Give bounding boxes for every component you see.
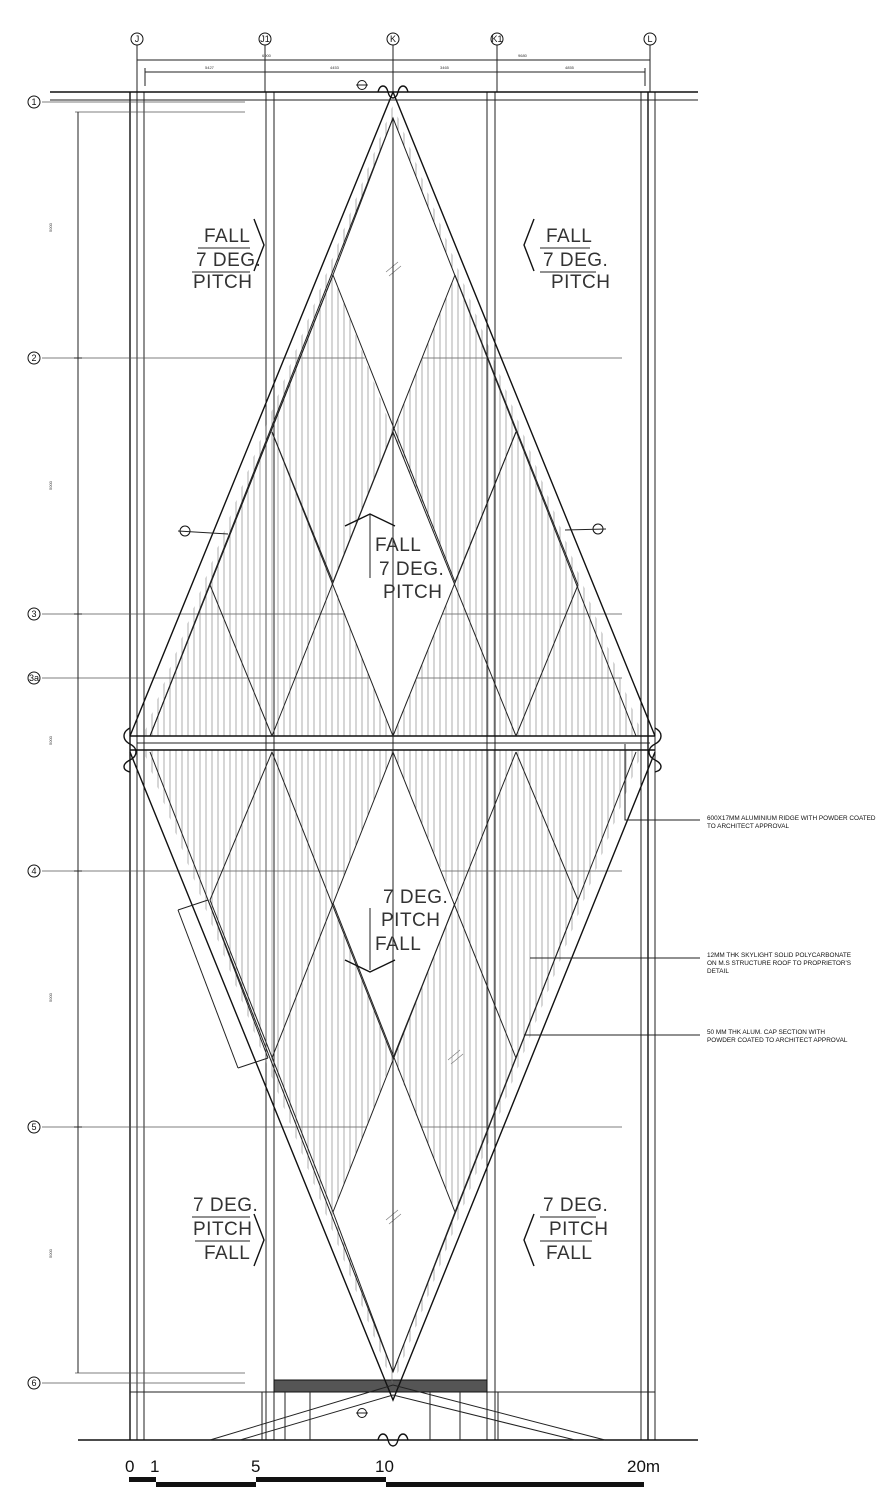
grid-bubble-J1[interactable] <box>259 33 271 45</box>
grid-bubble-4[interactable] <box>28 865 40 877</box>
grid-bubble-6[interactable] <box>28 1377 40 1389</box>
top-dim-overall-2: 9680 <box>518 53 527 58</box>
fall-arrow-icon <box>524 219 534 271</box>
svg-text:4: 4 <box>31 866 37 876</box>
scale-label-1: 1 <box>150 1457 160 1476</box>
grid-bubble-3a[interactable] <box>28 672 40 684</box>
pitch-label-bottom-right <box>524 1195 609 1266</box>
grid-bubble-1[interactable] <box>28 96 40 108</box>
svg-text:DETAIL: DETAIL <box>707 968 729 975</box>
svg-text:J: J <box>134 34 140 44</box>
note-cap-section <box>524 1029 848 1044</box>
grid-bubble-L[interactable] <box>644 33 656 45</box>
scale-label-20: 20m <box>627 1457 661 1476</box>
svg-text:PITCH: PITCH <box>549 1219 609 1240</box>
top-dim-seg-1: 5427 <box>205 65 214 70</box>
bottom-adjacent-roof <box>210 1385 605 1440</box>
top-dim-overall-1: 6000 <box>262 53 271 58</box>
svg-text:L: L <box>647 34 653 44</box>
top-dim-seg-4: 4855 <box>565 65 574 70</box>
svg-text:FALL: FALL <box>375 535 422 556</box>
svg-text:FALL: FALL <box>375 934 422 955</box>
svg-text:K: K <box>389 34 397 44</box>
svg-text:PITCH: PITCH <box>551 272 611 293</box>
svg-text:TO ARCHITECT APPROVAL: TO ARCHITECT APPROVAL <box>707 823 790 830</box>
svg-text:PITCH: PITCH <box>381 910 441 931</box>
svg-text:3a: 3a <box>28 673 40 683</box>
grid-bubble-2[interactable] <box>28 352 40 364</box>
note-aluminium-ridge <box>625 744 876 830</box>
svg-text:7 DEG.: 7 DEG. <box>383 887 449 908</box>
svg-text:3: 3 <box>31 609 37 619</box>
svg-text:7 DEG.: 7 DEG. <box>543 250 609 271</box>
grid-bubble-3[interactable] <box>28 608 40 620</box>
fall-arrow-icon <box>254 1214 264 1266</box>
scale-label-0: 0 <box>125 1457 135 1476</box>
pitch-label-bottom-left <box>192 1195 264 1266</box>
svg-text:7 DEG.: 7 DEG. <box>193 1195 259 1216</box>
svg-text:POWDER COATED TO ARCHITECT APP: POWDER COATED TO ARCHITECT APPROVAL <box>707 1037 848 1044</box>
scale-bar <box>125 1457 660 1487</box>
grid-bubble-K1[interactable] <box>491 33 503 45</box>
grid-bubble-J[interactable] <box>131 33 143 45</box>
svg-text:6: 6 <box>31 1378 37 1388</box>
top-dim-seg-2: 4453 <box>330 65 339 70</box>
svg-text:50 MM THK ALUM. CAP SECTION WI: 50 MM THK ALUM. CAP SECTION WITH <box>707 1029 826 1036</box>
left-dim-4: 5000 <box>48 993 53 1002</box>
svg-text:7 DEG.: 7 DEG. <box>196 250 262 271</box>
grid-bubble-5[interactable] <box>28 1121 40 1133</box>
svg-text:600X17MM ALUMINIUM RIDGE WITH: 600X17MM ALUMINIUM RIDGE WITH POWDER COATED <box>707 815 876 822</box>
svg-text:2: 2 <box>31 353 37 363</box>
svg-text:ON M.S STRUCTURE ROOF TO PROPR: ON M.S STRUCTURE ROOF TO PROPRIETOR'S <box>707 960 851 967</box>
note-polycarbonate <box>530 952 851 975</box>
svg-text:K1: K1 <box>491 34 503 44</box>
left-dim-5: 5000 <box>48 1249 53 1258</box>
grid-bubble-K[interactable] <box>387 33 399 45</box>
top-dim-seg-3: 3465 <box>440 65 449 70</box>
svg-text:PITCH: PITCH <box>193 1219 253 1240</box>
svg-text:PITCH: PITCH <box>193 272 253 293</box>
svg-text:FALL: FALL <box>204 1243 251 1264</box>
svg-text:FALL: FALL <box>204 226 251 247</box>
pitch-label-top-right <box>524 219 611 293</box>
left-dim-1: 5000 <box>48 223 53 232</box>
svg-text:7 DEG.: 7 DEG. <box>379 559 445 580</box>
svg-text:12MM THK SKYLIGHT SOLID POLYCA: 12MM THK SKYLIGHT SOLID POLYCARBONATE <box>707 952 852 959</box>
scale-label-5: 5 <box>251 1457 261 1476</box>
scale-label-10: 10 <box>375 1457 394 1476</box>
svg-text:FALL: FALL <box>546 226 593 247</box>
fall-arrow-icon <box>524 1214 534 1266</box>
pitch-label-top-left <box>192 219 264 293</box>
column-grid-bubbles <box>131 33 656 45</box>
svg-text:5: 5 <box>31 1122 37 1132</box>
left-dim-2: 5000 <box>48 481 53 490</box>
left-dimension-line <box>48 112 82 1373</box>
left-dim-3: 5000 <box>48 736 53 745</box>
row-grid-bubbles <box>28 96 40 1389</box>
svg-text:FALL: FALL <box>546 1243 593 1264</box>
svg-text:PITCH: PITCH <box>383 582 443 603</box>
svg-text:1: 1 <box>31 97 37 107</box>
svg-text:J1: J1 <box>260 34 270 44</box>
svg-text:7 DEG.: 7 DEG. <box>543 1195 609 1216</box>
